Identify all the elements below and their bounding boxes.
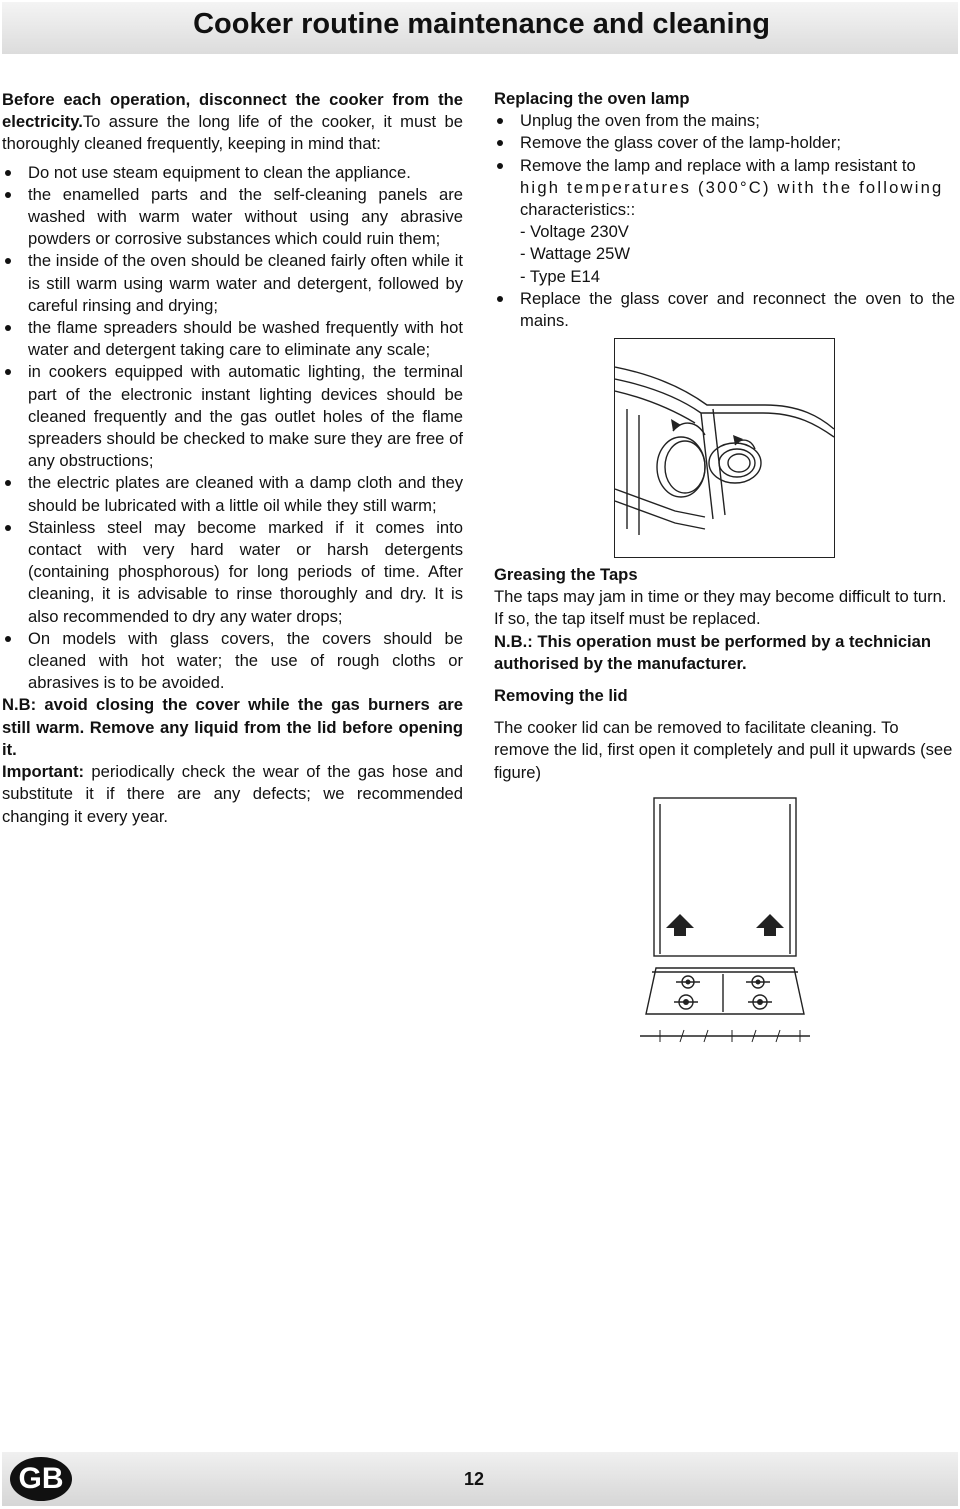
important-label: Important:: [2, 762, 85, 782]
footer-bar: [2, 1452, 958, 1506]
oven-lamp-figure: [614, 338, 835, 558]
list-item: Unplug the oven from the mains;: [494, 110, 955, 132]
taps-text: The taps may jam in time or they may become difficult to turn. If so, the tap itself must be replaced.: [494, 587, 947, 629]
language-badge: GB: [10, 1457, 72, 1501]
spec-type: - Type E14: [520, 266, 600, 286]
list-item: Do not use steam equipment to clean the appliance.: [2, 162, 463, 184]
intro-rest: To assure the long life of the cooker, it must be thoroughly cleaned frequently, keeping in mind that:: [2, 112, 463, 154]
lid-removal-figure: [640, 796, 810, 1046]
list-item: [494, 155, 955, 288]
lamp-spec-line: high temperatures (300°C) with the following: [520, 177, 944, 197]
cleaning-list: [2, 162, 463, 695]
list-item: in cookers equipped with automatic lighting, the terminal part of the electronic instant lighting devices should be cleaned frequently and the gas outlet holes of the flame spreaders should be checked to make sure they are free of any obstructions;: [2, 361, 463, 472]
header-bar: [2, 2, 958, 54]
nb-note: N.B: avoid closing the cover while the gas burners are still warm. Remove any liquid from the lid before opening it.: [2, 695, 463, 759]
left-column: [2, 88, 463, 828]
lamp-heading: Replacing the oven lamp: [494, 89, 690, 108]
right-column: [494, 88, 955, 332]
taps-nb: N.B.: This operation must be performed by a technician authorised by the manufacturer.: [494, 631, 932, 673]
lid-text: The cooker lid can be removed to facilitate cleaning. To remove the lid, first open it completely and pull it upwards (see figure): [494, 718, 953, 782]
important-note: [2, 761, 463, 828]
lamp-chars: characteristics::: [520, 200, 636, 220]
intro-bold: Before each operation, disconnect the cooker from the electricity.: [2, 90, 463, 132]
list-item: Replace the glass cover and reconnect the oven to the mains.: [494, 288, 955, 332]
right-column-lower: [494, 564, 955, 784]
intro-paragraph: [2, 89, 463, 156]
list-item: the flame spreaders should be washed frequently with hot water and detergent taking care to eliminate any scale;: [2, 317, 463, 361]
spec-voltage: - Voltage 230V: [520, 222, 629, 242]
taps-heading: Greasing the Taps: [494, 565, 638, 584]
lid-removal-drawing: [640, 796, 810, 1046]
lamp-item-text: Remove the lamp and replace with a lamp resistant to: [520, 155, 916, 175]
list-item: Remove the glass cover of the lamp-holder;: [494, 132, 955, 154]
page-number: 12: [464, 1469, 485, 1489]
oven-lamp-drawing: [615, 339, 834, 557]
list-item: On models with glass covers, the covers should be cleaned with hot water; the use of rough cloths or abrasives is to be avoided.: [2, 628, 463, 695]
lamp-list: [494, 110, 955, 332]
list-item: the electric plates are cleaned with a damp cloth and they should be lubricated with a little oil while they still warm;: [2, 472, 463, 516]
important-text: periodically check the wear of the gas hose and substitute it if there are any defects; we recommended changing it every year.: [2, 762, 463, 826]
lid-heading: Removing the lid: [494, 686, 628, 706]
list-item: the enamelled parts and the self-cleaning panels are washed with warm water without using any abrasive powders or corrosive substances which could ruin them;: [2, 184, 463, 251]
list-item: Stainless steel may become marked if it comes into contact with very hard water or harsh detergents (containing phosphorous) for long periods of time. After cleaning, it is advisable to rinse thoroughly and dry. It is also recommended to dry any water drops;: [2, 517, 463, 628]
page-title: Cooker routine maintenance and cleaning: [193, 8, 770, 40]
spec-wattage: - Wattage 25W: [520, 244, 631, 264]
list-item: the inside of the oven should be cleaned fairly often while it is still warm using warm water and detergent, followed by careful rinsing and drying;: [2, 250, 463, 317]
